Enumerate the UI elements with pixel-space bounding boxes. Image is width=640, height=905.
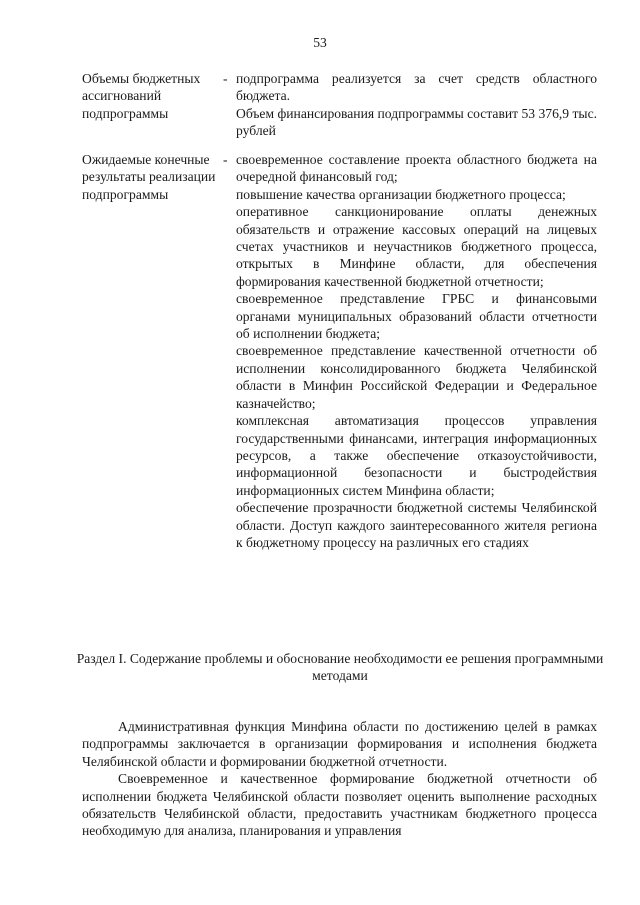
value-paragraph: подпрограмма реализуется за счет средств областного бюджета. (236, 71, 597, 104)
value-paragraph: повышение качества организации бюджетного процесса; (236, 186, 566, 202)
value-paragraph: своевременное составление проекта областного бюджета на очередной финансовый год; (236, 152, 597, 185)
body-paragraph: Административная функция Минфина области по достижению целей в рамках подпрограммы заключается в организации формирования и исполнения бюджета Челябинской области и формировании бюджетной отчетности. (82, 719, 597, 769)
value-paragraph: своевременное представление качественной отчетности об исполнении консолидированного бюджета Челябинской области в Минфин Российской Федерации и Федеральное казначейство; (236, 343, 597, 411)
row-value (236, 70, 597, 140)
value-paragraph: оперативное санкционирование оплаты денежных обязательств и отражение кассовых операций на лицевых счетах участников и неучастников бюджетного процесса, открытых в Минфине области, для обеспечения формирования качественной бюджетной отчетности; (236, 204, 597, 289)
row-label: Ожидаемые конечные результаты реализации подпрограммы (82, 152, 216, 202)
body-text (82, 718, 597, 840)
page-number: 53 (313, 35, 327, 50)
row-value (236, 151, 597, 551)
body-paragraph: Своевременное и качественное формирование бюджетной отчетности об исполнении бюджета Челябинской области позволяет оценить выполнение расходных обязательств Челябинской области, предоставить участникам бюджетного процесса необходимую для анализа, планирования и управления (82, 771, 597, 839)
section-heading: Раздел I. Содержание проблемы и обоснование необходимости ее решения программными методами (76, 651, 604, 684)
value-paragraph: обеспечение прозрачности бюджетной системы Челябинской области. Доступ каждого заинтересованного жителя региона к бюджетному процессу на различных его стадиях (236, 500, 597, 550)
row-label: Объемы бюджетных ассигнований подпрограммы (82, 71, 201, 121)
row-separator: - (223, 152, 228, 167)
row-separator: - (223, 71, 228, 86)
value-paragraph: Объем финансирования подпрограммы составит 53 376,9 тыс. рублей (236, 105, 597, 139)
value-paragraph: комплексная автоматизация процессов управления государственными финансами, интеграция информационных ресурсов, а также обеспечение отказоустойчивости, информационной безопасности и быстродействия информационных систем Минфина области; (236, 413, 597, 498)
value-paragraph: своевременное представление ГРБС и финансовыми органами муниципальных образований области отчетности об исполнении бюджета; (236, 291, 597, 342)
